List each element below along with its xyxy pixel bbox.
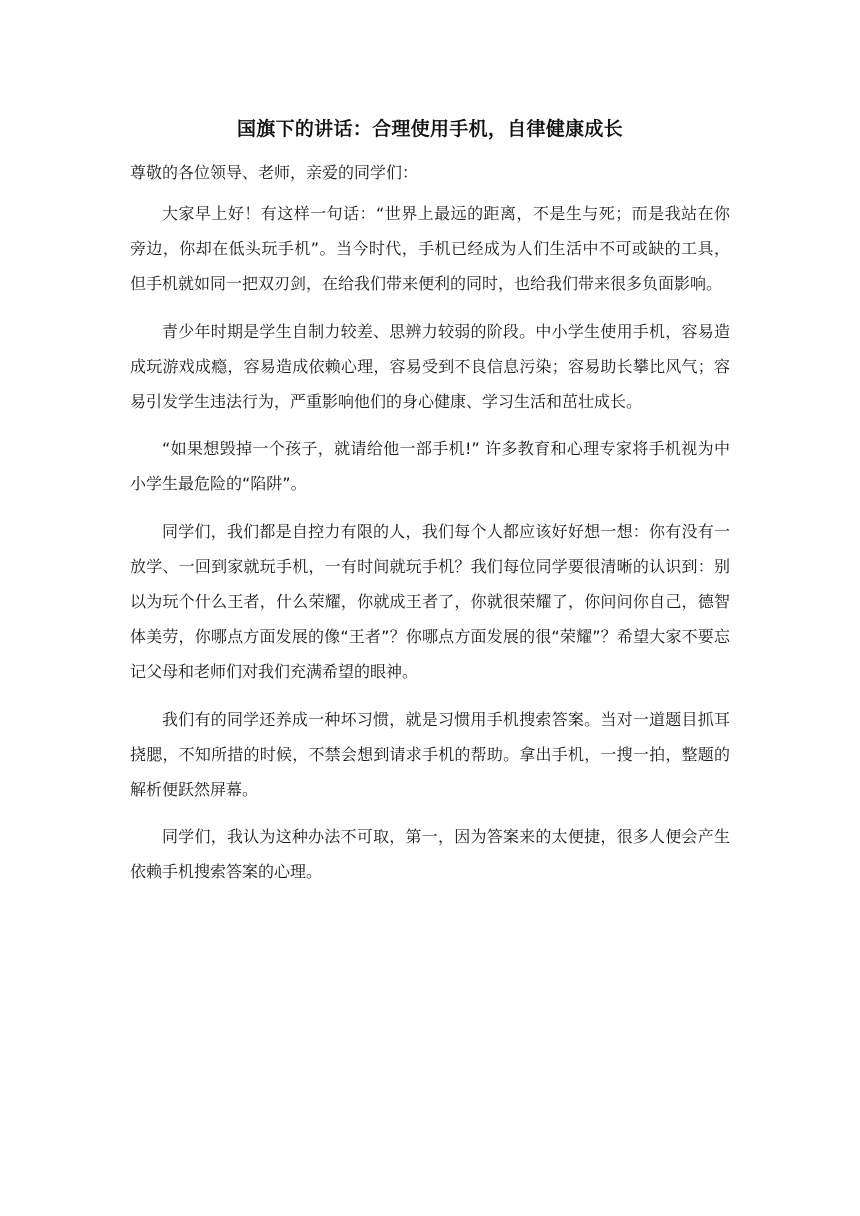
paragraph-3: “如果想毁掉一个孩子，就请给他一部手机!” 许多教育和心理专家将手机视为中小学生最危险的“陷阱”。: [130, 439, 730, 494]
paragraph-1: 大家早上好！有这样一句话：“世界上最远的距离，不是生与死；而是我站在你旁边，你却在低头玩手机”。当今时代，手机已经成为人们生活中不可或缺的工具，但手机就如同一把双刃剑，在给我们带来便利的同时，也给我们带来很多负面影响。: [130, 204, 730, 294]
page-title: 国旗下的讲话：合理使用手机，自律健康成长: [236, 118, 623, 140]
paragraph-2: 青少年时期是学生自制力较差、思辨力较弱的阶段。中小学生使用手机，容易造成玩游戏成瘾，容易造成依赖心理，容易受到不良信息污染；容易助长攀比风气；容易引发学生违法行为，严重影响他们的身心健康、学习生活和茁壮成长。: [130, 321, 730, 412]
salutation: 尊敬的各位领导、老师，亲爱的同学们：: [130, 163, 419, 182]
body-text: [130, 196, 730, 902]
paragraph-5: 我们有的同学还养成一种坏习惯，就是习惯用手机搜索答案。当对一道题目抓耳挠腮，不知所措的时候，不禁会想到请求手机的帮助。拿出手机，一搜一拍，整题的解析便跃然屏幕。: [130, 709, 730, 800]
paragraph-4: 同学们，我们都是自控力有限的人，我们每个人都应该好好想一想：你有没有一放学、一回到家就玩手机，一有时间就玩手机？我们每位同学要很清晰的认识到：别以为玩个什么王者，什么荣耀，你就成王者了，你就很荣耀了，你问问你自己，德智体美劳，你哪点方面发展的像“王者”？你哪点方面发展的很“荣耀”？希望大家不要忘记父母和老师们对我们充满希望的眼神。: [130, 521, 730, 682]
paragraph-6: 同学们，我认为这种办法不可取，第一，因为答案来的太便捷，很多人便会产生依赖手机搜索答案的心理。: [130, 827, 730, 882]
